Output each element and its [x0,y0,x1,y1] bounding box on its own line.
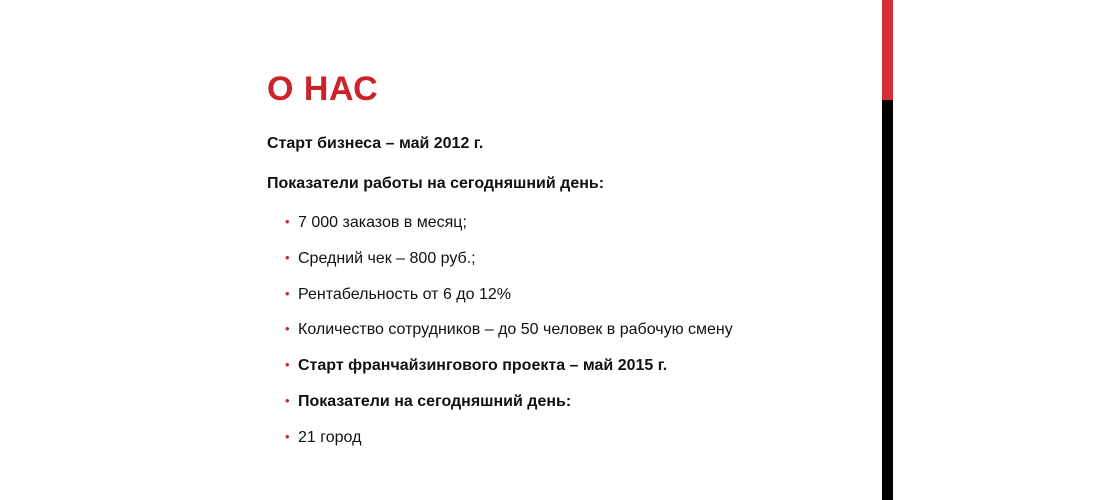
side-bar-black-segment [882,100,893,500]
slide-title: О НАС [267,70,379,108]
list-item-text: Средний чек – 800 руб.; [298,249,476,267]
indicators-heading: Показатели работы на сегодняшний день: [267,175,605,192]
list-item [285,248,733,284]
list-item-text: 7 000 заказов в месяц; [298,214,467,231]
business-start-line: Старт бизнеса – май 2012 г. [267,135,484,152]
bullet-icon: • [285,214,290,229]
list-item [285,391,733,427]
list-item [285,319,733,355]
list-item [285,427,733,463]
bullet-icon: • [285,321,290,337]
list-item-text: 21 город [298,428,362,446]
list-item [285,212,733,248]
bullet-icon: • [285,249,290,265]
list-item [285,284,733,320]
bullet-icon: • [285,357,290,373]
list-item-text: Рентабельность от 6 до 12% [298,285,511,303]
bullet-list [285,212,733,463]
list-item [285,355,733,391]
list-item-text: Количество сотрудников – до 50 человек в рабочую смену [298,321,733,339]
bullet-icon: • [285,392,290,408]
side-accent-bar [882,0,893,500]
bullet-icon: • [285,428,290,444]
side-bar-red-segment [882,0,893,100]
bullet-icon: • [285,285,290,301]
list-item-text: Показатели на сегодняшний день: [298,392,572,410]
list-item-text: Старт франчайзингового проекта – май 2015 г. [298,357,668,375]
